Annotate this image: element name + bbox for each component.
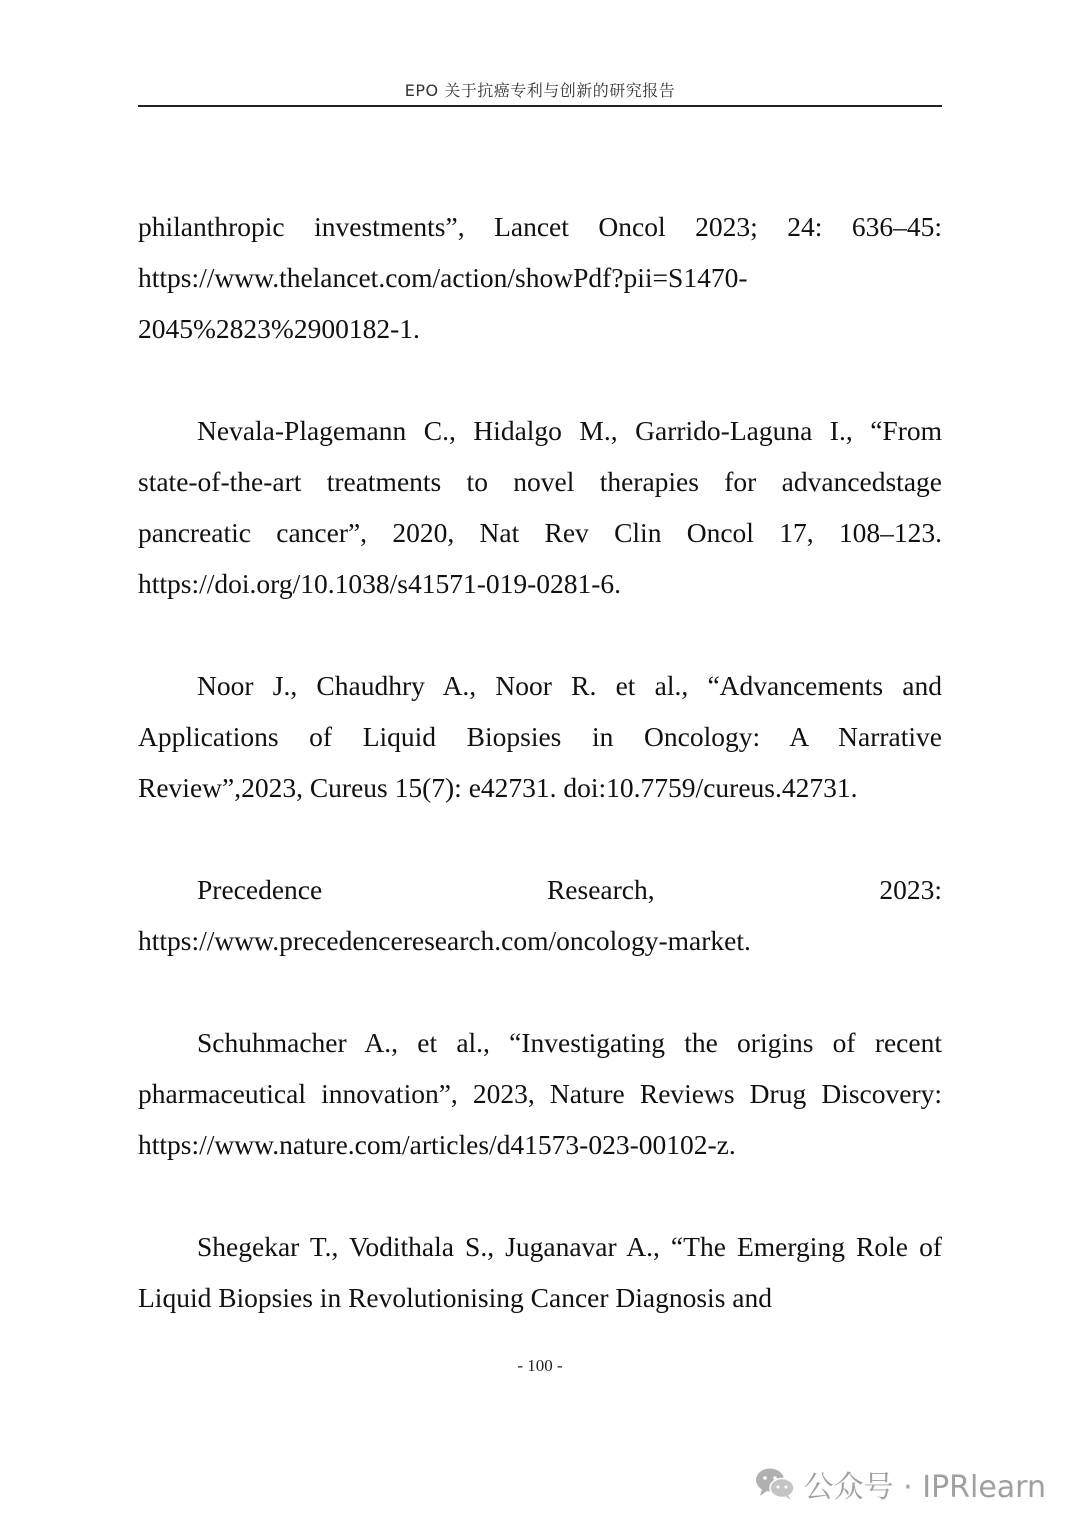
watermark bbox=[754, 1462, 1046, 1506]
reference-entry: philanthropic investments”, Lancet Oncol 2023; 24: 636–45: https://www.thelancet.com/action/showPdf?pii=S1470-2045%2823%2900182-1. bbox=[138, 211, 942, 344]
watermark-text: 公众号 · IPRlearn bbox=[803, 1470, 1046, 1505]
header-divider bbox=[138, 105, 942, 107]
page-header: EPO 关于抗癌专利与创新的研究报告 bbox=[404, 81, 676, 100]
reference-entry: Schuhmacher A., et al., “Investigating the origins of recent pharmaceutical innovation”, 2023, Nature Reviews Drug Discovery: https://www.nature.com/articles/d41573-023-00102-z. bbox=[138, 1027, 942, 1160]
wechat-icon bbox=[754, 1466, 796, 1502]
reference-entry: Precedence Research, 2023: https://www.precedenceresearch.com/oncology-market. bbox=[138, 874, 942, 956]
reference-entry: Noor J., Chaudhry A., Noor R. et al., “Advancements and Applications of Liquid Biopsies in Oncology: A Narrative Review”,2023, Cureus 15(7): e42731. doi:10.7759/cureus.42731. bbox=[138, 670, 942, 803]
reference-entry: Nevala-Plagemann C., Hidalgo M., Garrido-Laguna I., “From state-of-the-art treatments to novel therapies for advancedstage pancreatic cancer”, 2020, Nat Rev Clin Oncol 17, 108–123. https://doi.org/10.1038/s41571-019-0281-6. bbox=[138, 415, 942, 599]
page-number: - 100 - bbox=[517, 1356, 563, 1375]
reference-list bbox=[138, 201, 942, 1374]
reference-entry: Shegekar T., Vodithala S., Juganavar A., “The Emerging Role of Liquid Biopsies in Revolutionising Cancer Diagnosis and bbox=[138, 1231, 942, 1313]
